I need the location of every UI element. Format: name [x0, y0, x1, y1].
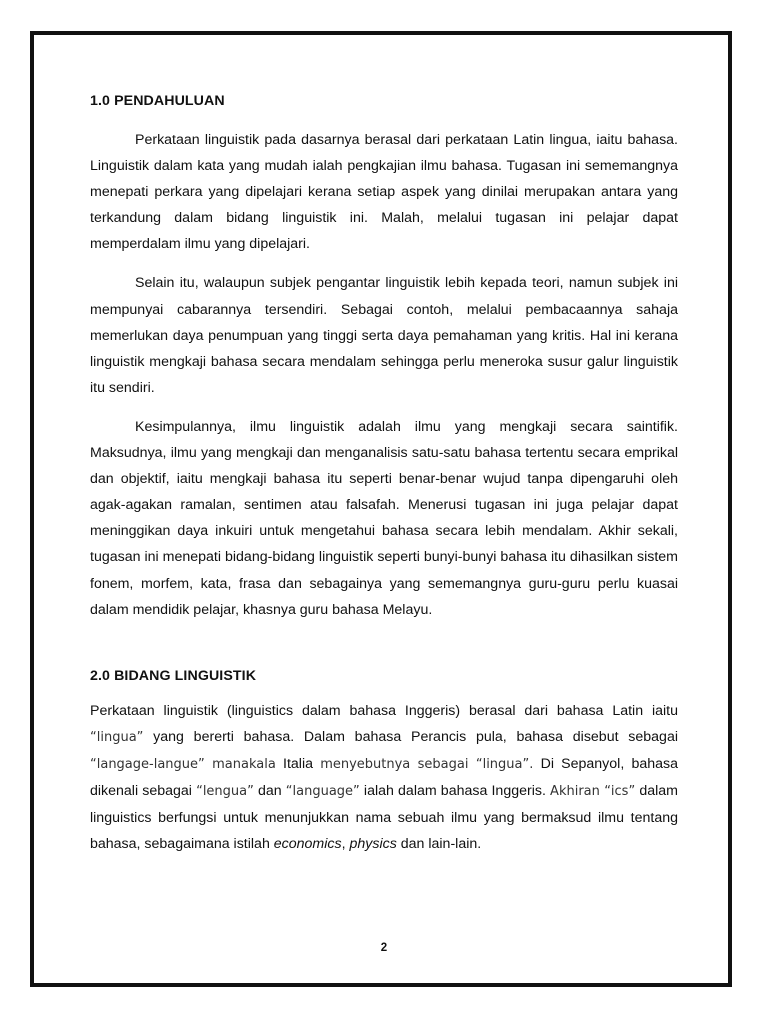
paragraph-intro-1: Perkataan linguistik pada dasarnya berasal dari perkataan Latin lingua, iaitu bahasa. Linguistik dalam kata yang mudah ialah pengkajian ilmu bahasa. Tugasan ini sememangnya menepati perkara yang dipelajari kerana setiap aspek yang dinilai merupakan antara yang terkandung dalam bidang linguistik ini. Malah, melalui tugasan ini pelajar dapat memperdalam ilmu yang dipelajari.: [90, 132, 678, 253]
text-run: Perkataan linguistik (linguistics dalam bahasa Inggeris) berasal dari bahasa Latin iaitu: [90, 702, 678, 719]
text-run: dalam linguistics berfungsi untuk menunjukkan nama sebuah ilmu yang bermaksud ilmu tentang bahasa, sebagaimana istilah: [90, 782, 678, 853]
quoted-term-langage-langue: “langage-langue” manakala: [90, 756, 276, 772]
paragraph-intro-2: Selain itu, walaupun subjek pengantar linguistik lebih kepada teori, namun subjek ini mempunyai cabarannya tersendiri. Sebagai contoh, melalui pembacaannya sahaja memerlukan daya penumpuan yang tinggi serta daya pemahaman yang kritis. Hal ini kerana linguistik mengkaji bahasa secara mendalam sehingga perlu meneroka susur galur linguistik itu sendiri.: [90, 275, 678, 396]
term-physics: physics: [349, 836, 397, 853]
quoted-term-ics: Akhiran “ics”: [550, 783, 636, 799]
text-run: dan lain-lain.: [396, 836, 482, 853]
text-run: yang bererti bahasa. Dalam bahasa Perancis pula, bahasa disebut sebagai: [143, 728, 678, 745]
quoted-term-lengua: “lengua”: [196, 783, 254, 799]
section-heading-bidang-linguistik: 2.0 BIDANG LINGUISTIK: [90, 667, 257, 684]
text-run: Italia: [275, 755, 321, 772]
text-run: ,: [341, 836, 350, 853]
quoted-term-lingua: “lingua”: [90, 729, 144, 745]
page-number: 2: [380, 942, 388, 954]
paragraph-intro-3: Kesimpulannya, ilmu linguistik adalah ilmu yang mengkaji secara saintifik. Maksudnya, ilmu yang mengkaji dan menganalisis satu-satu bahasa tertentu secara emprikal dan objektif, iaitu mengkaji bahasa itu seperti benar-benar wujud tanpa dipengaruhi oleh agak-agakan ramalan, sentimen atau falsafah. Menerusi tugasan ini juga pelajar dapat meninggikan daya inkuiri untuk mengetahui bahasa secara lebih mendalam. Akhir sekali, tugasan ini menepati bidang-bidang linguistik seperti bunyi-bunyi bahasa itu dihasilkan sistem fonem, morfem, kata, frasa dan sebagainya yang sememangnya guru-guru perlu kuasai dalam mendidik pelajar, khasnya guru bahasa Melayu.: [90, 418, 678, 618]
quoted-term-lingua-italia: menyebutnya sebagai “lingua”.: [320, 756, 534, 772]
paragraph-bidang-linguistik: [90, 698, 678, 858]
document-body: [90, 88, 678, 857]
section-heading-pendahuluan: 1.0 PENDAHULUAN: [90, 93, 225, 109]
text-run: ialah dalam bahasa Inggeris.: [359, 782, 551, 799]
text-run: Di Sepanyol, bahasa dikenali sebagai: [90, 755, 678, 799]
text-run: dan: [253, 782, 286, 799]
quoted-term-language: “language”: [285, 783, 360, 799]
term-economics: economics: [273, 836, 342, 853]
